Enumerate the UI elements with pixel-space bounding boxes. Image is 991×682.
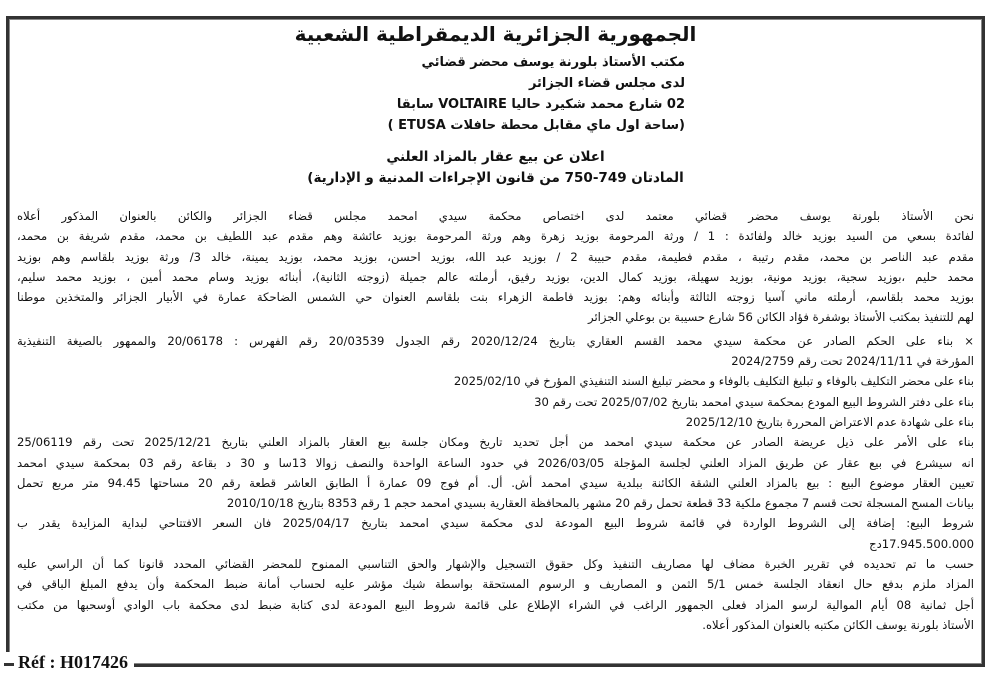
body-line: الأستاذ بلورنة يوسف الكائن مكتبه بالعنوان المذكور أعلاه.: [702, 617, 974, 632]
body-line: أجل ثمانية 08 أيام الموالية لرسو المزاد فعلى الجمهور الراغب في الشراء الإطلاع على قائمة شروط البيع المودعة لدى كتابة ضبط لدى محكمة باب الوادي أوسحبها من مكتب: [17, 597, 974, 612]
notice-body: [17, 206, 974, 635]
announcement-subtitle: المادتان 749-750 من قانون الإجراءات المدنية و الإدارية): [307, 170, 684, 186]
body-line: محمد حليم ،بوزيد سجية، بوزيد مونية، بوزيد سهيلة، بوزيد كمال الدين، بوزيد رفيق، أرملته عالم جميلة (زوجته الثانية)، أبنائه بوزيد وسام محمد أمين ، بوزيد محمد سليم،: [17, 269, 974, 284]
office-landmark: (ساحة اول ماي مقابل محطة حافلات ETUSA ): [387, 118, 685, 133]
body-line: بناء على دفتر الشروط البيع المودع بمحكمة سيدي امحمد بتاريخ 2025/07/02 تحت رقم 30: [534, 394, 974, 409]
body-line: × بناء على الحكم الصادر عن محكمة سيدي محمد القسم العقاري بتاريخ 2020/12/24 رقم الجدول 20/03539 رقم الفهرس : 20/06178 والممهور بالصيغة التنفيذية: [17, 333, 974, 348]
announcement-title: اعلان عن بيع عقار بالمزاد العلني: [386, 149, 605, 165]
office-street: 02 شارع محمد شكيرد حاليا VOLTAIRE سابقا: [396, 97, 685, 112]
body-line: نحن الأستاذ بلورنة يوسف محضر قضائي معتمد لدى اختصاص محكمة سيدي امحمد مجلس قضاء الجزائر والكائن بالعنوان المذكور أعلاه: [17, 209, 974, 223]
body-line: بوزيد محمد بلقاسم، أرملته ماني آسيا زوجته الثالثة وأبنائه وهم: بوزيد فاطمة الزهراء بنت بلقاسم العنوان حي الشمس الضاحكة عمارة في الأبيار الجزائر والمتخذين موطنا: [17, 290, 974, 305]
body-line: شروط البيع: إضافة إلى الشروط الواردة في قائمة شروط البيع المودعة لدى محكمة سيدي امحمد بتاريخ 2025/04/17 فان السعر الافتتاحي لبداية المزايدة يقدر ب: [17, 516, 974, 531]
body-line: بيانات المسح المسجلة تحت قسم 7 مجموع ملكية 33 قطعة تحمل رقم 20 مشهر بالمحافظة العقارية بسيدي امحمد حجم 1 رقم 8353 بتاريخ 2010/10/18: [226, 496, 974, 511]
body-line: تعيين العقار موضوع البيع : بيع بالمزاد العلني الشقة الكائنة ببلدية سيدي امحمد أش. أل. أم فوج 09 عمارة أ الطابق العاشر قطعة رقم 20 مساحتها 94.45 متر مربع تحمل: [17, 475, 974, 490]
body-line: مقدم عبد الناصر بن محمد، مقدم رتيبة ، مقدم فطيمة، مقدم حبيبة 2 / بوزيد عبد الله، بوزيد احسن، بوزيد محمد، بوزيد يمينة، خالد 3/ ورثة بوزيد بلقاسم وهم بوزيد: [17, 249, 974, 264]
body-line: المؤرخة في 2024/11/11 تحت رقم 2024/2759: [731, 354, 974, 369]
body-line: بناء على محضر التكليف بالوفاء و تبليغ التكليف بالوفاء و محضر تبليغ السند التنفيذي المؤرخ في 2025/02/10: [453, 374, 974, 389]
reference-label: Réf : H017426: [4, 652, 134, 673]
announcement-heading: [0, 147, 991, 189]
opening-price: 17.945.500.000دج: [869, 536, 974, 551]
office-name: مكتب الأستاذ بلورنة يوسف محضر قضائي: [421, 55, 685, 70]
body-line: بناء على الأمر على ذيل عريضة الصادر عن محكمة سيدي امحمد من أجل تحديد تاريخ ومكان جلسة بيع العقار بالمزاد العلني بتاريخ 2025/12/21 تحت رقم 25/06119: [17, 435, 974, 450]
body-line: لفائدة بسعي من السيد بوزيد خالد ولفائدة : 1 / ورثة المرحومة بوزيد زهرة وهم ورثة المرحومة بوزيد عائشة وهم مقدم عبد اللطيف بن محمد، مقدم شريفة بن محمد،: [17, 229, 974, 244]
body-line: المزاد ملزم بدفع حال انعقاد الجلسة خمس 5/1 الثمن و المصاريف و الرسوم المستحقة بواسطة شيك مؤشر عليه لحساب أمانة ضبط المحكمة وأن يدفع المبلغ الباقي في: [17, 577, 974, 592]
country-title: الجمهورية الجزائرية الديمقراطية الشعبية: [294, 22, 697, 46]
body-line: انه سيشرع في بيع عقار عن طريق المزاد العلني لجلسة المؤجلة 2026/03/05 في حدود الساعة الواحدة والنصف زوالا 13سا و 30 د بقاعة رقم 03 بمحكمة سيدي امحمد: [17, 455, 974, 470]
office-court: لدى مجلس قضاء الجزائر: [528, 76, 685, 91]
body-line: بناء على شهادة عدم الاعتراض المحررة بتاريخ 2025/12/10: [685, 414, 974, 429]
body-line: حسب ما تم تحديده في تقرير الخبرة مضاف لها مصاريف التنفيذ وكل حقوق التسجيل والإشهار والحق التناسبي الممنوح للمحضر القضائي المحدد قانونا كما أن الراسي عليه: [17, 557, 974, 572]
body-line: لهم للتنفيذ بمكتب الأستاذ بوشفرة فؤاد الكائن 56 شارع حسيبة بن بوعلي الجزائر: [588, 310, 974, 325]
office-address-block: [388, 52, 685, 136]
